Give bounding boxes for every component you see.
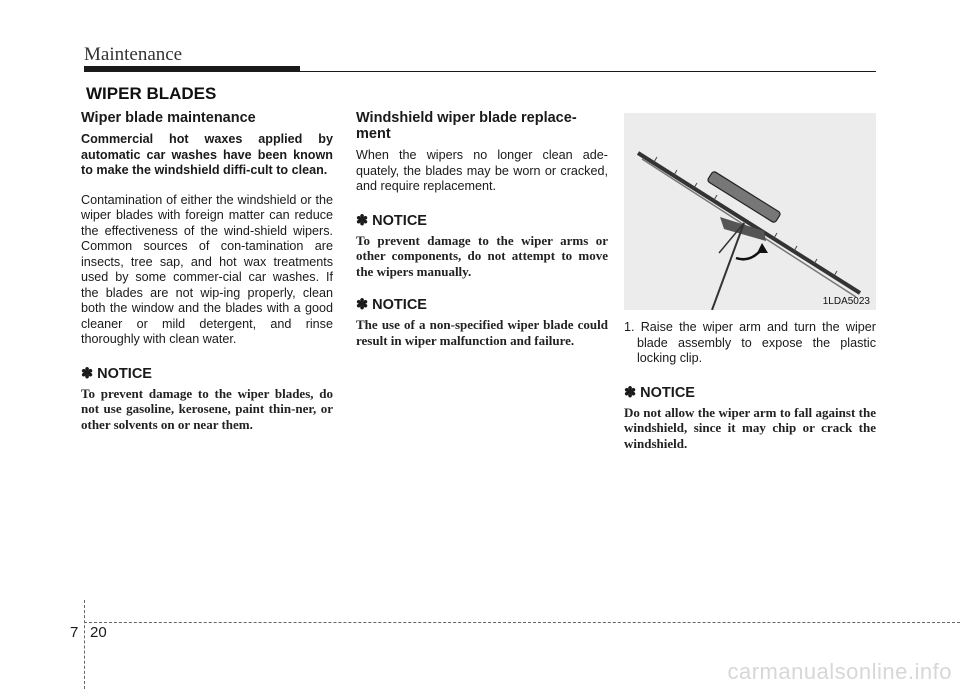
header-bar	[84, 66, 300, 72]
footer-rule	[84, 622, 960, 623]
notice-text: To prevent damage to the wiper arms or other components, do not attempt to move the wipers manually.	[356, 232, 608, 279]
replacement-heading: Windshield wiper blade replace-ment	[356, 110, 577, 142]
notice-title: ✽ NOTICE	[624, 384, 695, 401]
wiper-illustration	[624, 113, 876, 310]
notice-title: ✽ NOTICE	[356, 297, 427, 313]
watermark: carmanualsonline.info	[727, 659, 952, 684]
chapter-number: 7	[70, 624, 79, 641]
notice-title: ✽ NOTICE	[81, 365, 152, 382]
replacement-paragraph: When the wipers no longer clean ade-quately, the blades may be worn or cracked, and require replacement.	[356, 148, 608, 193]
figure-code: 1LDA5023	[822, 296, 870, 307]
wiper-blade-drawing	[624, 113, 876, 310]
column-3	[624, 110, 876, 451]
chapter-title: Maintenance	[84, 44, 183, 65]
column-1	[81, 110, 333, 432]
header-rule	[300, 71, 876, 72]
notice-title: ✽ NOTICE	[356, 212, 427, 229]
contamination-paragraph: Contamination of either the windshield or the wiper blades with foreign matter can reduce the effectiveness of the wind-shield wipers. Common sources of con-tamination are insects, tree sap, and hot wax treatments used by some commer-cial car washes. If the blades are not wip-ing properly, clean both the window and the blades with a good cleaner or mild detergent, and rinse thoroughly with clean water.	[81, 192, 333, 346]
wiper-maintenance-heading: Wiper blade maintenance	[81, 110, 256, 126]
column-2	[356, 110, 608, 348]
section-title: WIPER BLADES	[86, 84, 217, 103]
notice-text: Do not allow the wiper arm to fall against the windshield, since it may chip or crack the windshield.	[624, 404, 876, 451]
step-1: 1. Raise the wiper arm and turn the wiper blade assembly to expose the plastic locking clip.	[624, 320, 876, 365]
notice-text: The use of a non-specified wiper blade could result in wiper malfunction and failure.	[356, 317, 608, 348]
page-number: 20	[90, 624, 107, 641]
footer-divider	[84, 600, 85, 689]
notice-text: To prevent damage to the wiper blades, do not use gasoline, kerosene, paint thin-ner, or other solvents on or near them.	[81, 385, 333, 432]
wax-warning-lead: Commercial hot waxes applied by automatic car washes have been known to make the windshield diffi-cult to clean.	[81, 132, 333, 177]
